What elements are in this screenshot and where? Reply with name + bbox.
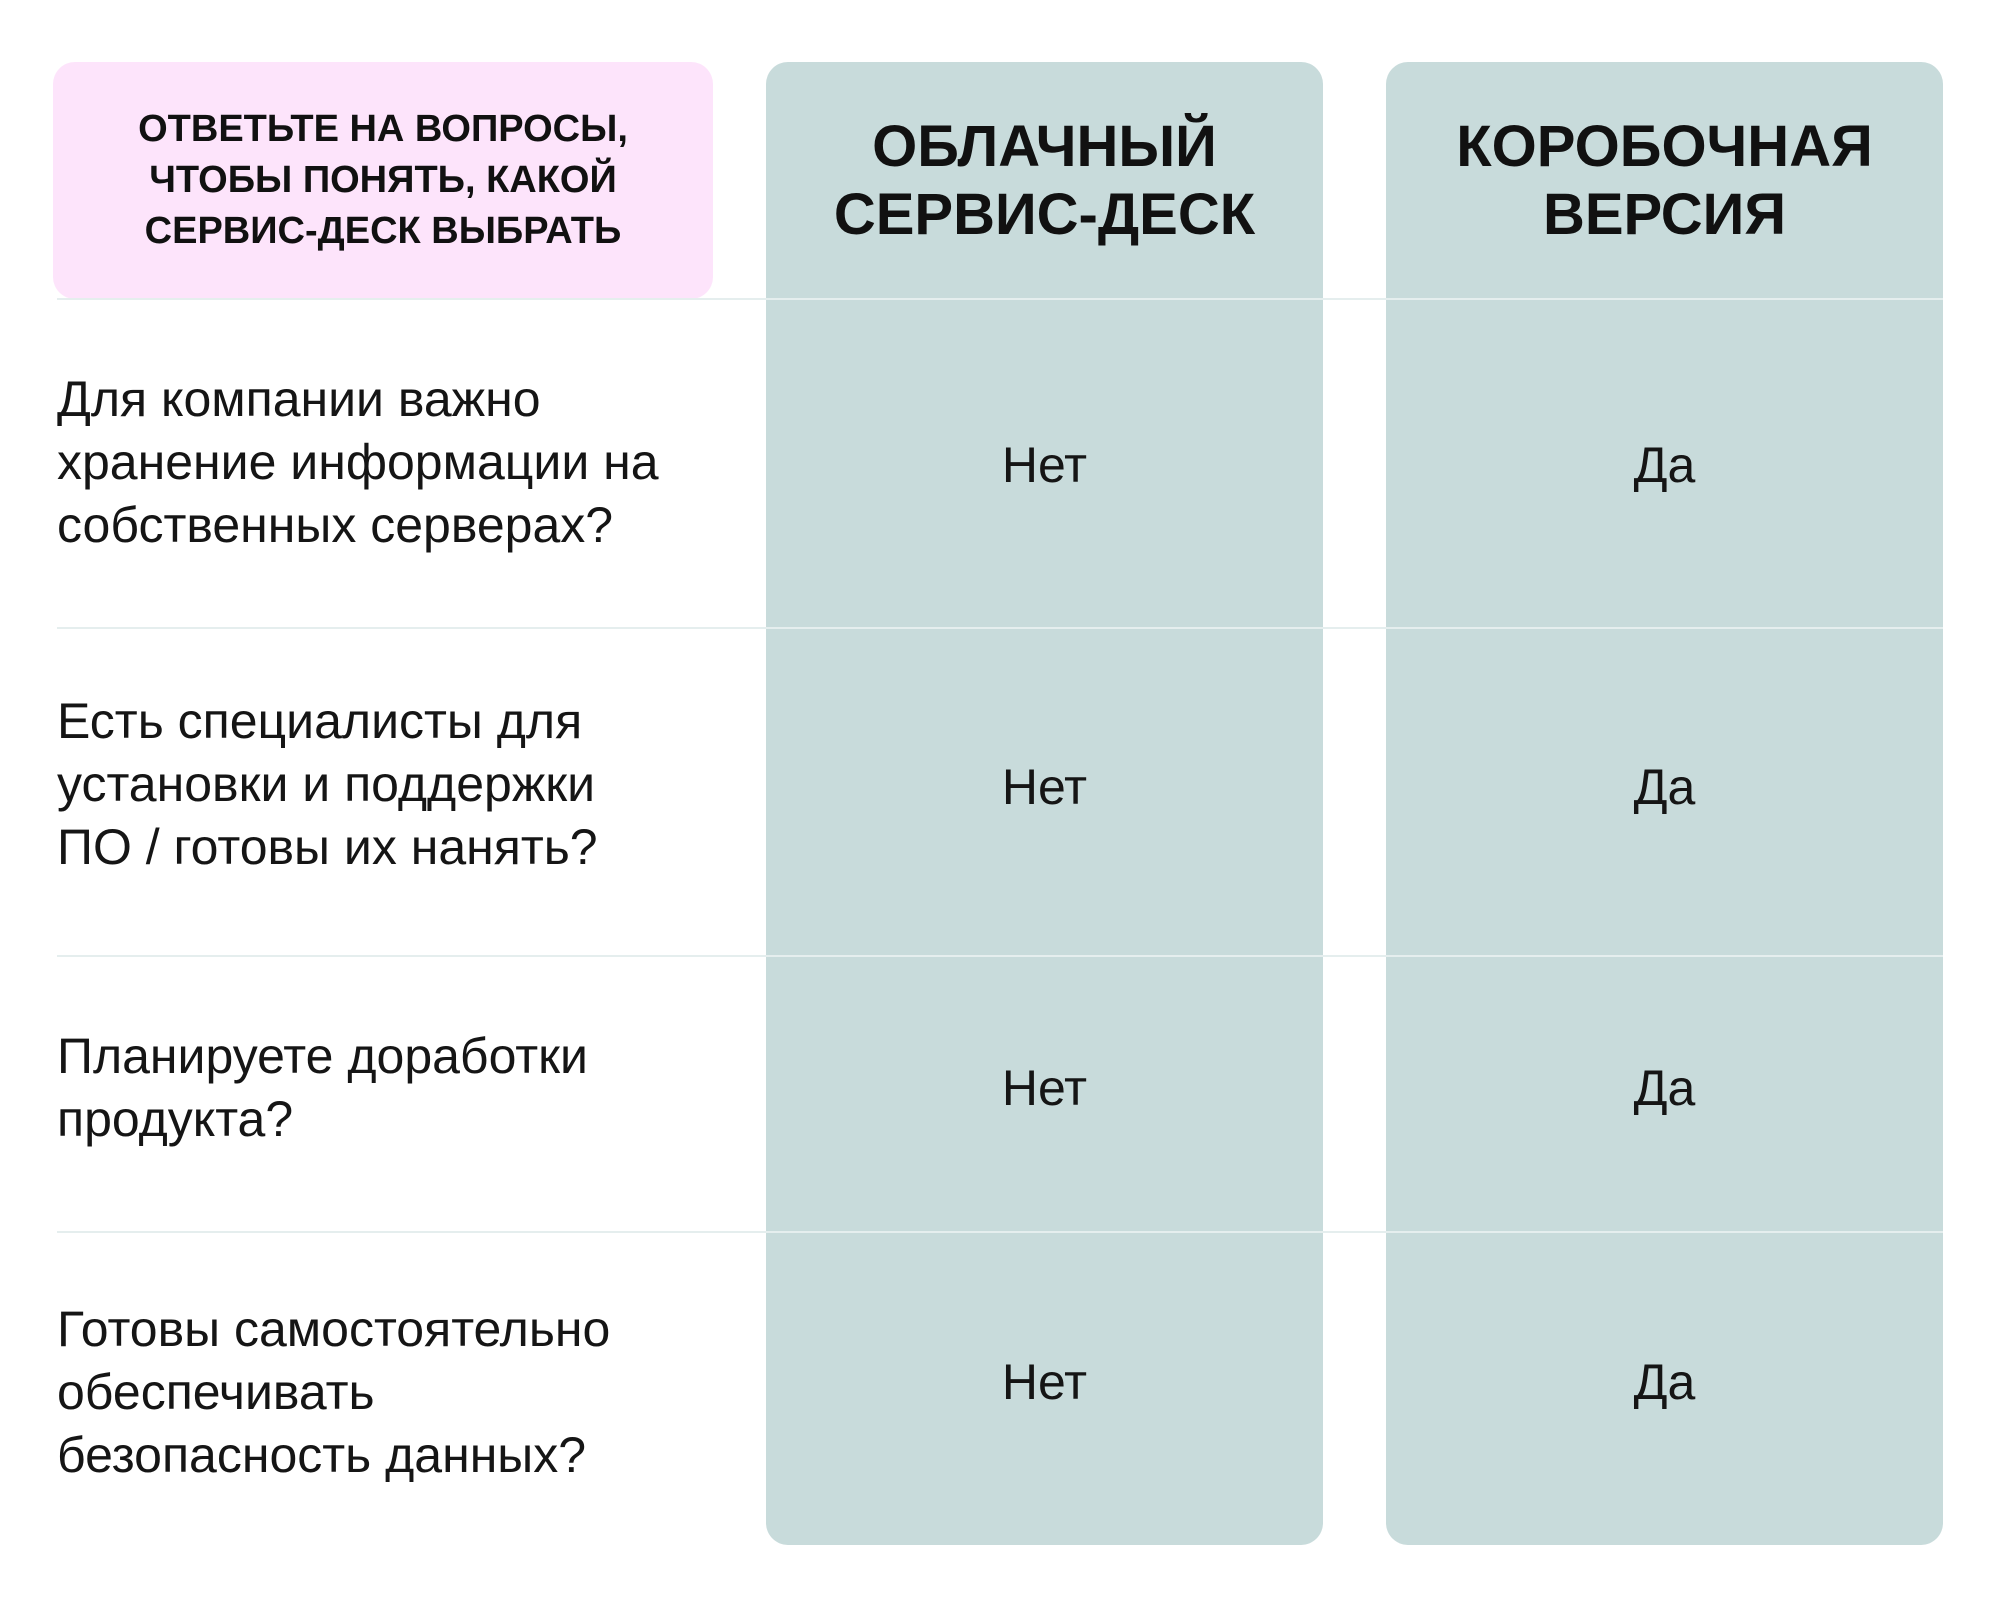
question-4: Готовы самостоятельно обеспечивать безопасность данных? — [57, 1301, 611, 1483]
answer-cloud-4: Нет — [1001, 1354, 1088, 1410]
row-divider — [57, 1231, 1943, 1233]
intro-card — [53, 62, 713, 299]
question-3: Планируете доработки продукта? — [57, 1028, 588, 1147]
column-header-cloud — [766, 62, 1323, 299]
column-header-boxed — [1386, 62, 1943, 299]
row-divider — [57, 627, 1943, 629]
answer-cloud-2: Нет — [1001, 759, 1088, 815]
row-divider — [57, 955, 1943, 957]
column-header-cloud-label: ОБЛАЧНЫЙ СЕРВИС-ДЕСК — [833, 113, 1256, 247]
row-divider — [57, 298, 1943, 300]
column-header-boxed-label: КОРОБОЧНАЯ ВЕРСИЯ — [1456, 113, 1873, 247]
answer-boxed-2: Да — [1633, 759, 1696, 815]
answer-boxed-1: Да — [1633, 437, 1696, 493]
question-1: Для компании важно хранение информации на собственных серверах? — [57, 371, 659, 553]
question-2: Есть специалисты для установки и поддержки ПО / готовы их нанять? — [57, 693, 598, 875]
intro-text: ОТВЕТЬТЕ НА ВОПРОСЫ, ЧТОБЫ ПОНЯТЬ, КАКОЙ СЕРВИС-ДЕСК ВЫБРАТЬ — [138, 108, 628, 252]
answer-cloud-3: Нет — [1001, 1060, 1088, 1116]
answer-cloud-1: Нет — [1001, 437, 1088, 493]
answer-boxed-3: Да — [1633, 1060, 1696, 1116]
answer-boxed-4: Да — [1633, 1354, 1696, 1410]
